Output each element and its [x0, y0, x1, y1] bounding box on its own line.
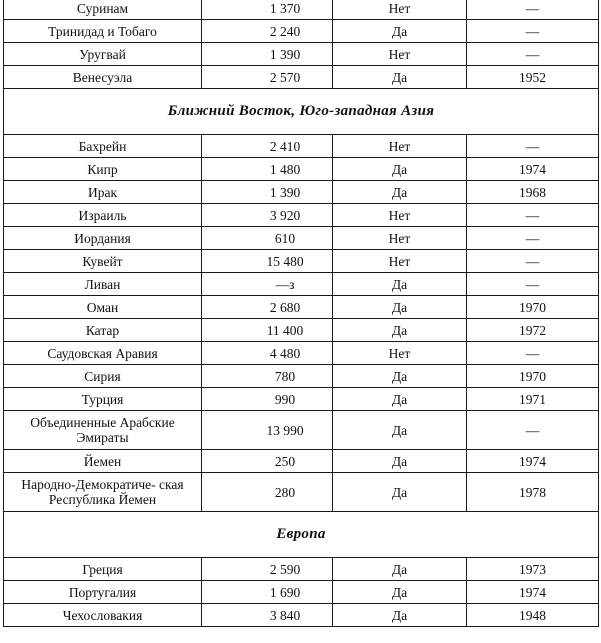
country-cell: Чехословакия — [4, 604, 202, 627]
income-cell: 1 390 — [202, 181, 333, 204]
year-cell: — — [467, 135, 599, 158]
answer-cell: Да — [333, 365, 467, 388]
table-row — [4, 319, 599, 342]
section-header-row — [4, 89, 599, 135]
country-cell: Катар — [4, 319, 202, 342]
income-cell: 15 480 — [202, 250, 333, 273]
answer-cell: Да — [333, 66, 467, 89]
section-title: Европа — [4, 512, 599, 558]
country-cell: Ирак — [4, 181, 202, 204]
answer-cell: Да — [333, 20, 467, 43]
country-cell: Народно-Демократиче- ская Республика Йемен — [4, 473, 202, 512]
table-row — [4, 204, 599, 227]
answer-cell: Да — [333, 581, 467, 604]
table-row — [4, 473, 599, 512]
country-cell: Уругвай — [4, 43, 202, 66]
table-row — [4, 158, 599, 181]
country-cell: Турция — [4, 388, 202, 411]
country-cell: Израиль — [4, 204, 202, 227]
income-cell: 13 990 — [202, 411, 333, 450]
country-cell: Ливан — [4, 273, 202, 296]
table-row — [4, 135, 599, 158]
country-cell: Тринидад и Тобаго — [4, 20, 202, 43]
table-row — [4, 273, 599, 296]
year-cell: 1948 — [467, 604, 599, 627]
year-cell: 1971 — [467, 388, 599, 411]
income-cell: 1 480 — [202, 158, 333, 181]
country-cell: Кувейт — [4, 250, 202, 273]
country-cell: Саудовская Аравия — [4, 342, 202, 365]
year-cell: — — [467, 204, 599, 227]
answer-cell: Да — [333, 473, 467, 512]
income-cell: 3 840 — [202, 604, 333, 627]
year-cell: — — [467, 273, 599, 296]
table-row — [4, 411, 599, 450]
income-cell: 2 590 — [202, 558, 333, 581]
answer-cell: Да — [333, 158, 467, 181]
year-cell: 1968 — [467, 181, 599, 204]
country-cell: Греция — [4, 558, 202, 581]
income-cell: 250 — [202, 450, 333, 473]
table-row — [4, 388, 599, 411]
year-cell: 1974 — [467, 581, 599, 604]
country-cell: Венесуэла — [4, 66, 202, 89]
year-cell: — — [467, 411, 599, 450]
income-cell: 2 570 — [202, 66, 333, 89]
year-cell: 1970 — [467, 296, 599, 319]
answer-cell: Да — [333, 604, 467, 627]
answer-cell: Да — [333, 319, 467, 342]
income-cell: 1 370 — [202, 0, 333, 20]
answer-cell: Да — [333, 388, 467, 411]
income-cell: 3 920 — [202, 204, 333, 227]
table-row — [4, 604, 599, 627]
answer-cell: Нет — [333, 43, 467, 66]
year-cell: — — [467, 250, 599, 273]
section-title: Ближний Восток, Юго-западная Азия — [4, 89, 599, 135]
table-row — [4, 20, 599, 43]
income-cell: 1 690 — [202, 581, 333, 604]
answer-cell: Нет — [333, 0, 467, 20]
income-cell: 1 390 — [202, 43, 333, 66]
income-cell: 780 — [202, 365, 333, 388]
table-body — [4, 0, 599, 627]
countries-table — [3, 0, 599, 627]
table-row — [4, 66, 599, 89]
table-row — [4, 0, 599, 20]
answer-cell: Да — [333, 411, 467, 450]
country-cell: Иордания — [4, 227, 202, 250]
income-cell: 610 — [202, 227, 333, 250]
year-cell: — — [467, 0, 599, 20]
answer-cell: Да — [333, 450, 467, 473]
income-cell: 2 240 — [202, 20, 333, 43]
country-cell: Сирия — [4, 365, 202, 388]
table-row — [4, 342, 599, 365]
income-cell: 990 — [202, 388, 333, 411]
year-cell: 1978 — [467, 473, 599, 512]
answer-cell: Да — [333, 181, 467, 204]
section-header-row — [4, 512, 599, 558]
table-row — [4, 227, 599, 250]
year-cell: 1974 — [467, 158, 599, 181]
country-cell: Оман — [4, 296, 202, 319]
country-cell: Кипр — [4, 158, 202, 181]
country-cell: Бахрейн — [4, 135, 202, 158]
country-cell: Португалия — [4, 581, 202, 604]
year-cell: 1973 — [467, 558, 599, 581]
answer-cell: Да — [333, 273, 467, 296]
country-cell: Объединенные Арабские Эмираты — [4, 411, 202, 450]
table-row — [4, 43, 599, 66]
answer-cell: Нет — [333, 227, 467, 250]
answer-cell: Нет — [333, 250, 467, 273]
table-row — [4, 450, 599, 473]
income-cell: 2 410 — [202, 135, 333, 158]
answer-cell: Нет — [333, 342, 467, 365]
year-cell: — — [467, 227, 599, 250]
table-row — [4, 250, 599, 273]
income-cell: 11 400 — [202, 319, 333, 342]
country-cell: Йемен — [4, 450, 202, 473]
year-cell: 1972 — [467, 319, 599, 342]
year-cell: 1974 — [467, 450, 599, 473]
income-cell: —з — [202, 273, 333, 296]
year-cell: — — [467, 43, 599, 66]
year-cell: — — [467, 20, 599, 43]
table-row — [4, 181, 599, 204]
answer-cell: Да — [333, 558, 467, 581]
answer-cell: Да — [333, 296, 467, 319]
table-row — [4, 365, 599, 388]
income-cell: 2 680 — [202, 296, 333, 319]
income-cell: 280 — [202, 473, 333, 512]
answer-cell: Нет — [333, 204, 467, 227]
answer-cell: Нет — [333, 135, 467, 158]
year-cell: 1970 — [467, 365, 599, 388]
table-row — [4, 296, 599, 319]
income-cell: 4 480 — [202, 342, 333, 365]
country-cell: Суринам — [4, 0, 202, 20]
year-cell: — — [467, 342, 599, 365]
table-row — [4, 558, 599, 581]
table-row — [4, 581, 599, 604]
year-cell: 1952 — [467, 66, 599, 89]
